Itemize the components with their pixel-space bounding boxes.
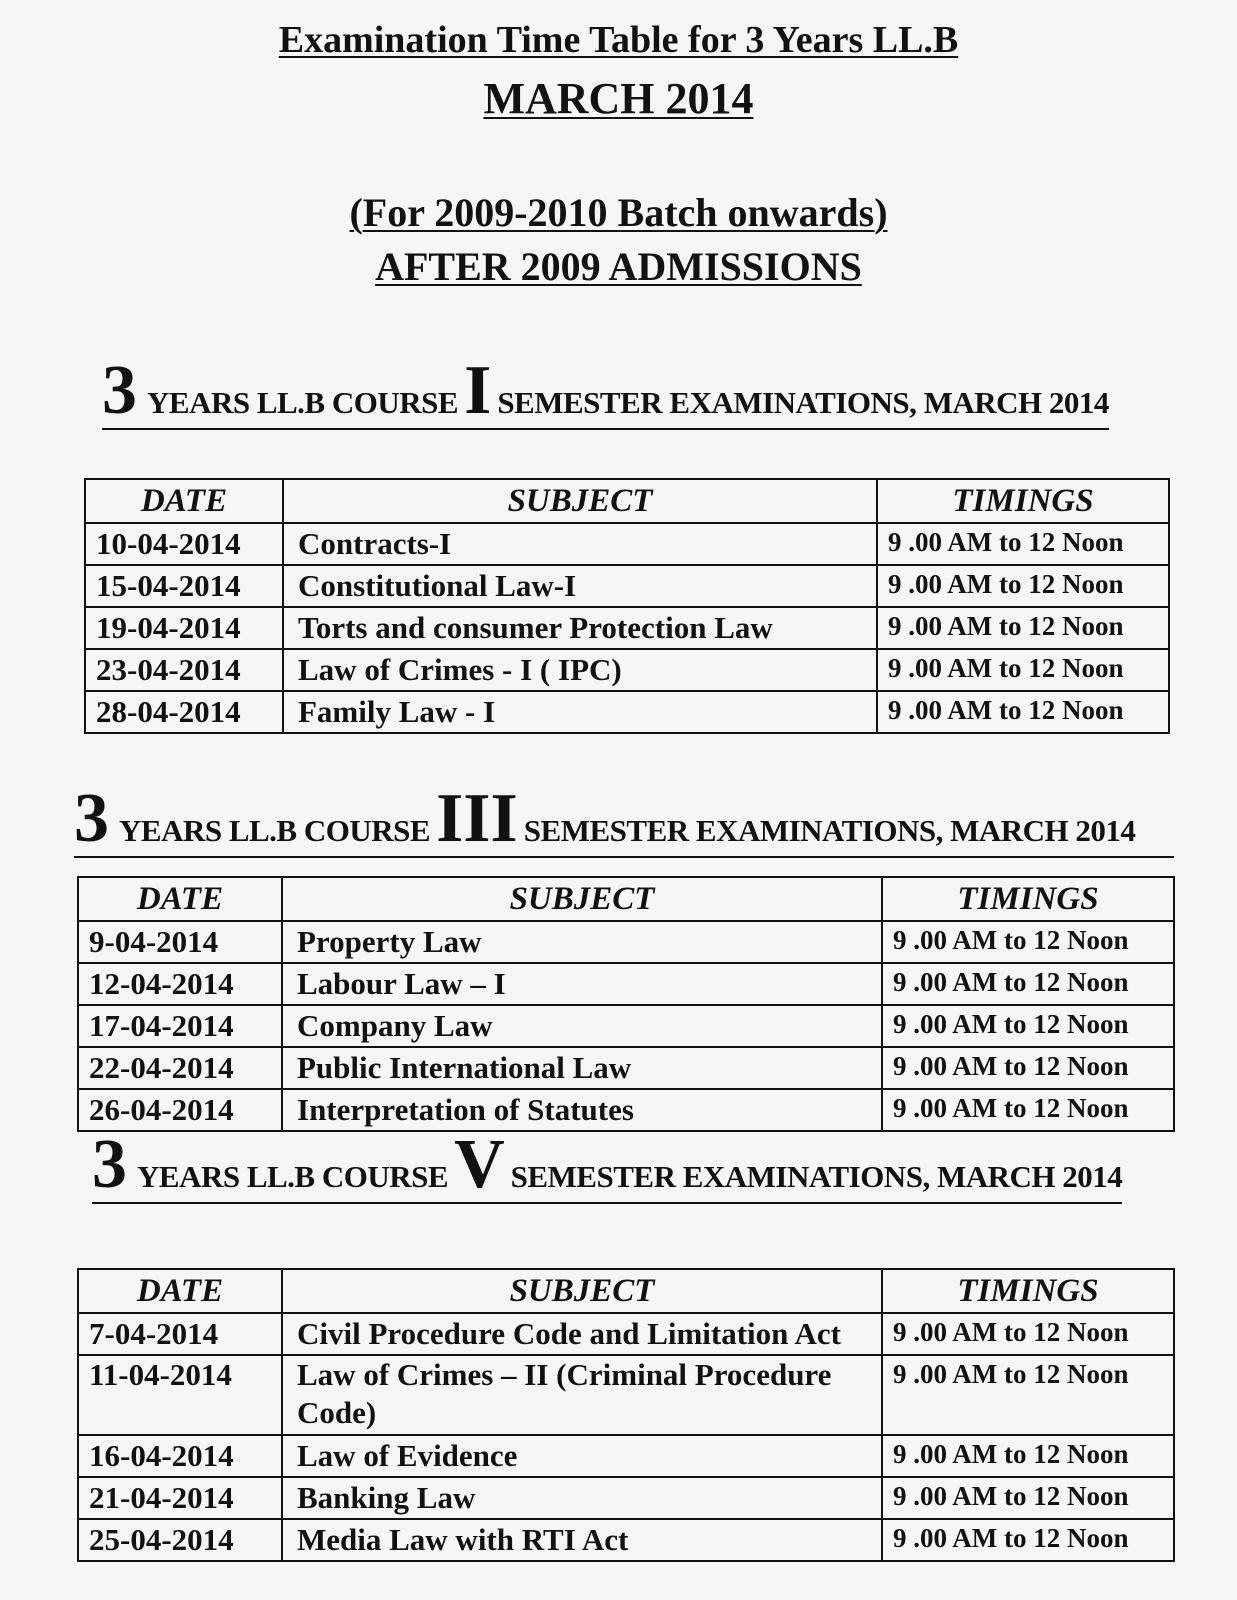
exam-date: 15-04-2014 <box>85 565 283 607</box>
section-course: YEARS LL.B COURSE <box>119 813 431 848</box>
table-row <box>78 921 1174 963</box>
exam-subject: Public International Law <box>282 1047 882 1089</box>
col-timings-header: TIMINGS <box>877 479 1169 523</box>
exam-timing: 9 .00 AM to 12 Noon <box>882 1519 1174 1561</box>
col-timings-header: TIMINGS <box>882 877 1174 921</box>
exam-subject: Interpretation of Statutes <box>282 1089 882 1131</box>
section-title-semester-5 <box>92 1126 1123 1204</box>
table-row <box>85 565 1169 607</box>
section-title-semester-3 <box>74 780 1174 858</box>
section-number: 3 <box>74 780 109 857</box>
table-header-row <box>78 877 1174 921</box>
exam-date: 10-04-2014 <box>85 523 283 565</box>
exam-subject: Law of Evidence <box>282 1435 882 1477</box>
table-row <box>85 649 1169 691</box>
timetable-semester-1 <box>84 478 1170 734</box>
exam-date: 7-04-2014 <box>78 1313 282 1355</box>
exam-subject: Law of Crimes – II (Criminal Procedure Code) <box>282 1355 882 1435</box>
document-title: Examination Time Table for 3 Years LL.B <box>278 19 959 61</box>
exam-timing: 9 .00 AM to 12 Noon <box>877 565 1169 607</box>
exam-subject: Media Law with RTI Act <box>282 1519 882 1561</box>
table-row <box>78 1047 1174 1089</box>
document-month: MARCH 2014 <box>483 74 754 123</box>
section-number: 3 <box>92 1126 127 1203</box>
col-date-header: DATE <box>85 479 283 523</box>
exam-date: 26-04-2014 <box>78 1089 282 1131</box>
exam-date: 11-04-2014 <box>78 1355 282 1435</box>
exam-subject: Civil Procedure Code and Limitation Act <box>282 1313 882 1355</box>
exam-subject: Law of Crimes - I ( IPC) <box>283 649 877 691</box>
exam-timing: 9 .00 AM to 12 Noon <box>882 1435 1174 1477</box>
table-header-row <box>78 1269 1174 1313</box>
exam-timing: 9 .00 AM to 12 Noon <box>877 691 1169 733</box>
col-timings-header: TIMINGS <box>882 1269 1174 1313</box>
table-row <box>78 1477 1174 1519</box>
table-row <box>78 963 1174 1005</box>
table-row <box>78 1313 1174 1355</box>
exam-timing: 9 .00 AM to 12 Noon <box>882 921 1174 963</box>
section-semester-roman: V <box>454 1126 505 1203</box>
exam-timing: 9 .00 AM to 12 Noon <box>882 963 1174 1005</box>
col-subject-header: SUBJECT <box>282 1269 882 1313</box>
exam-date: 21-04-2014 <box>78 1477 282 1519</box>
col-date-header: DATE <box>78 1269 282 1313</box>
table-header-row <box>85 479 1169 523</box>
exam-date: 23-04-2014 <box>85 649 283 691</box>
exam-subject: Banking Law <box>282 1477 882 1519</box>
exam-timing: 9 .00 AM to 12 Noon <box>882 1005 1174 1047</box>
exam-date: 12-04-2014 <box>78 963 282 1005</box>
section-exam: SEMESTER EXAMINATIONS, MARCH 2014 <box>523 813 1136 848</box>
exam-date: 22-04-2014 <box>78 1047 282 1089</box>
table-row <box>78 1355 1174 1435</box>
section-semester-roman: I <box>464 352 492 429</box>
section-exam: SEMESTER EXAMINATIONS, MARCH 2014 <box>510 1159 1123 1194</box>
exam-subject: Labour Law – I <box>282 963 882 1005</box>
col-subject-header: SUBJECT <box>282 877 882 921</box>
table-row <box>85 523 1169 565</box>
exam-date: 16-04-2014 <box>78 1435 282 1477</box>
table-row <box>78 1005 1174 1047</box>
exam-subject: Property Law <box>282 921 882 963</box>
exam-timing: 9 .00 AM to 12 Noon <box>882 1355 1174 1435</box>
exam-subject: Constitutional Law-I <box>283 565 877 607</box>
exam-timing: 9 .00 AM to 12 Noon <box>882 1047 1174 1089</box>
exam-date: 9-04-2014 <box>78 921 282 963</box>
exam-timing: 9 .00 AM to 12 Noon <box>877 649 1169 691</box>
section-course: YEARS LL.B COURSE <box>147 385 459 420</box>
table-row <box>78 1519 1174 1561</box>
section-number: 3 <box>102 352 137 429</box>
table-row <box>78 1435 1174 1477</box>
exam-timing: 9 .00 AM to 12 Noon <box>882 1313 1174 1355</box>
table-row <box>78 1089 1174 1131</box>
table-row <box>85 607 1169 649</box>
exam-subject: Contracts-I <box>283 523 877 565</box>
section-course: YEARS LL.B COURSE <box>137 1159 449 1194</box>
table-row <box>85 691 1169 733</box>
batch-note: (For 2009-2010 Batch onwards) <box>349 190 888 235</box>
section-semester-roman: III <box>436 780 518 857</box>
exam-timing: 9 .00 AM to 12 Noon <box>877 523 1169 565</box>
exam-subject: Family Law - I <box>283 691 877 733</box>
admissions-note: AFTER 2009 ADMISSIONS <box>375 244 862 289</box>
section-exam: SEMESTER EXAMINATIONS, MARCH 2014 <box>497 385 1109 420</box>
section-title-semester-1 <box>102 352 1109 430</box>
col-date-header: DATE <box>78 877 282 921</box>
exam-timing: 9 .00 AM to 12 Noon <box>882 1089 1174 1131</box>
exam-date: 19-04-2014 <box>85 607 283 649</box>
timetable-semester-3 <box>77 876 1175 1132</box>
timetable-semester-5 <box>77 1268 1175 1562</box>
col-subject-header: SUBJECT <box>283 479 877 523</box>
exam-timing: 9 .00 AM to 12 Noon <box>877 607 1169 649</box>
exam-date: 25-04-2014 <box>78 1519 282 1561</box>
exam-subject: Torts and consumer Protection Law <box>283 607 877 649</box>
exam-timing: 9 .00 AM to 12 Noon <box>882 1477 1174 1519</box>
exam-date: 28-04-2014 <box>85 691 283 733</box>
exam-date: 17-04-2014 <box>78 1005 282 1047</box>
exam-subject: Company Law <box>282 1005 882 1047</box>
